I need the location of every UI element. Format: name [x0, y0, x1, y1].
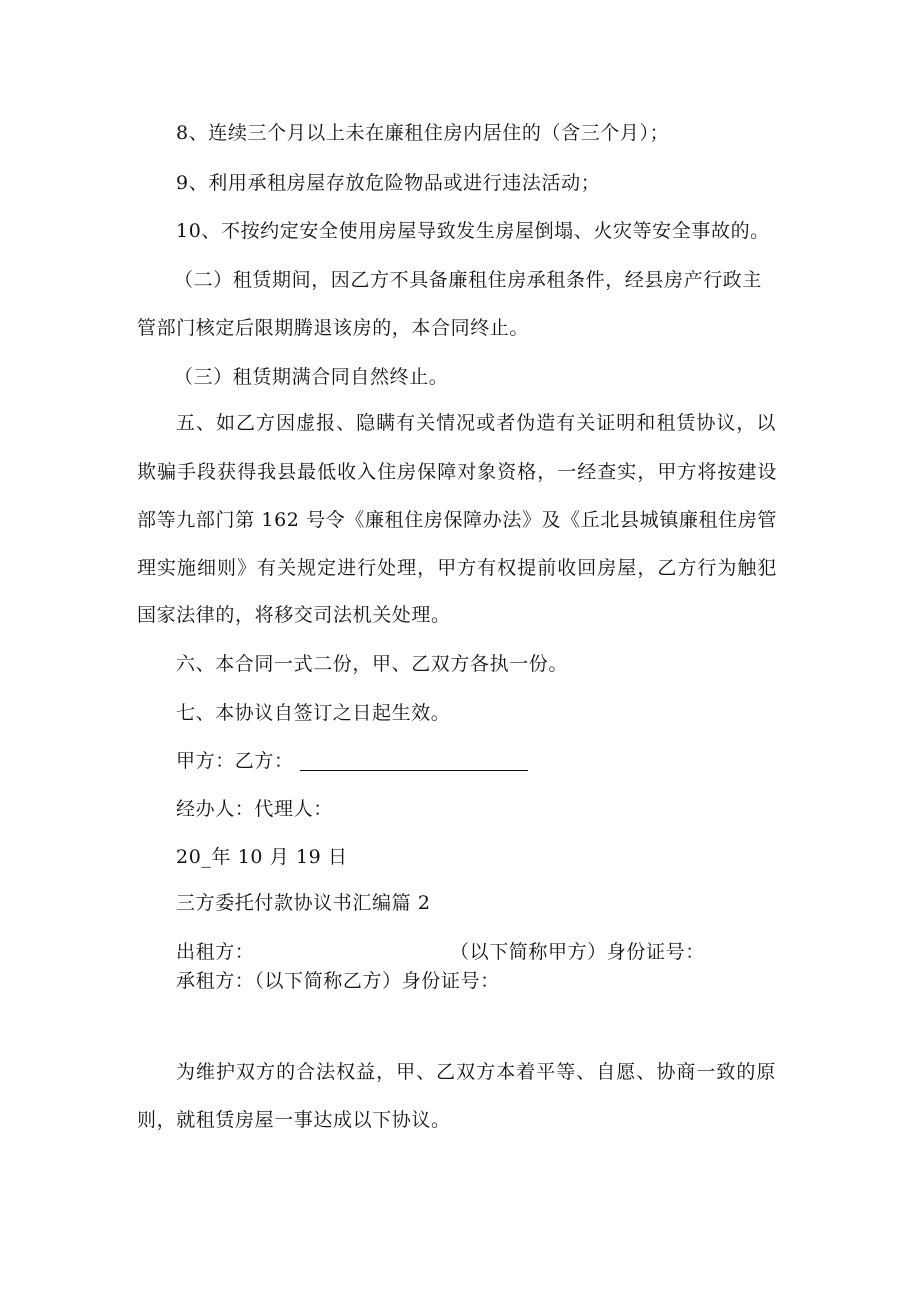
- lessee-line: 承租方：（以下简称乙方）身份证号：: [176, 970, 500, 992]
- signature-parties-label: 甲方：乙方：: [176, 750, 294, 772]
- section-3: （三）租赁期满合同自然终止。: [174, 366, 449, 388]
- preamble-line-2: 则，就租赁房屋一事达成以下协议。: [137, 1109, 451, 1131]
- article-7: 七、本协议自签订之日起生效。: [176, 702, 451, 724]
- article-5-line-2: 欺骗手段获得我县最低收入住房保障对象资格，一经查实，甲方将按建设: [137, 461, 777, 483]
- lessor-label: 出租方：: [176, 941, 255, 963]
- section-2-line-2: 管部门核定后限期腾退该房的，本合同终止。: [137, 317, 530, 339]
- agent-line: 经办人：代理人：: [176, 798, 333, 820]
- clause-9: 9、利用承租房屋存放危险物品或进行违法活动；: [176, 172, 601, 194]
- section-heading: 三方委托付款协议书汇编篇 2: [176, 892, 431, 914]
- preamble-line-1: 为维护双方的合法权益，甲、乙双方本着平等、自愿、协商一致的原: [176, 1061, 776, 1083]
- article-5-line-4: 理实施细则》有关规定进行处理，甲方有权提前收回房屋，乙方行为触犯: [137, 557, 777, 579]
- lessor-id-label: （以下简称甲方）身份证号：: [450, 941, 705, 963]
- article-5-line-5: 国家法律的，将移交司法机关处理。: [137, 604, 451, 626]
- date-line: 20_年 10 月 19 日: [176, 846, 348, 868]
- article-6: 六、本合同一式二份，甲、乙双方各执一份。: [176, 653, 569, 675]
- clause-10: 10、不按约定安全使用房屋导致发生房屋倒塌、火灾等安全事故的。: [176, 220, 770, 242]
- section-2-line-1: （二）租赁期间，因乙方不具备廉租住房承租条件，经县房产行政主: [174, 269, 763, 291]
- signature-blank-line: [300, 754, 528, 771]
- signature-parties: [176, 749, 528, 773]
- clause-8: 8、连续三个月以上未在廉租住房内居住的（含三个月）；: [176, 122, 670, 144]
- article-5-line-3: 部等九部门第 162 号令《廉租住房保障办法》及《丘北县城镇廉租住房管: [137, 509, 777, 531]
- article-5-line-1: 五、如乙方因虚报、隐瞒有关情况或者伪造有关证明和租赁协议，以: [176, 412, 776, 434]
